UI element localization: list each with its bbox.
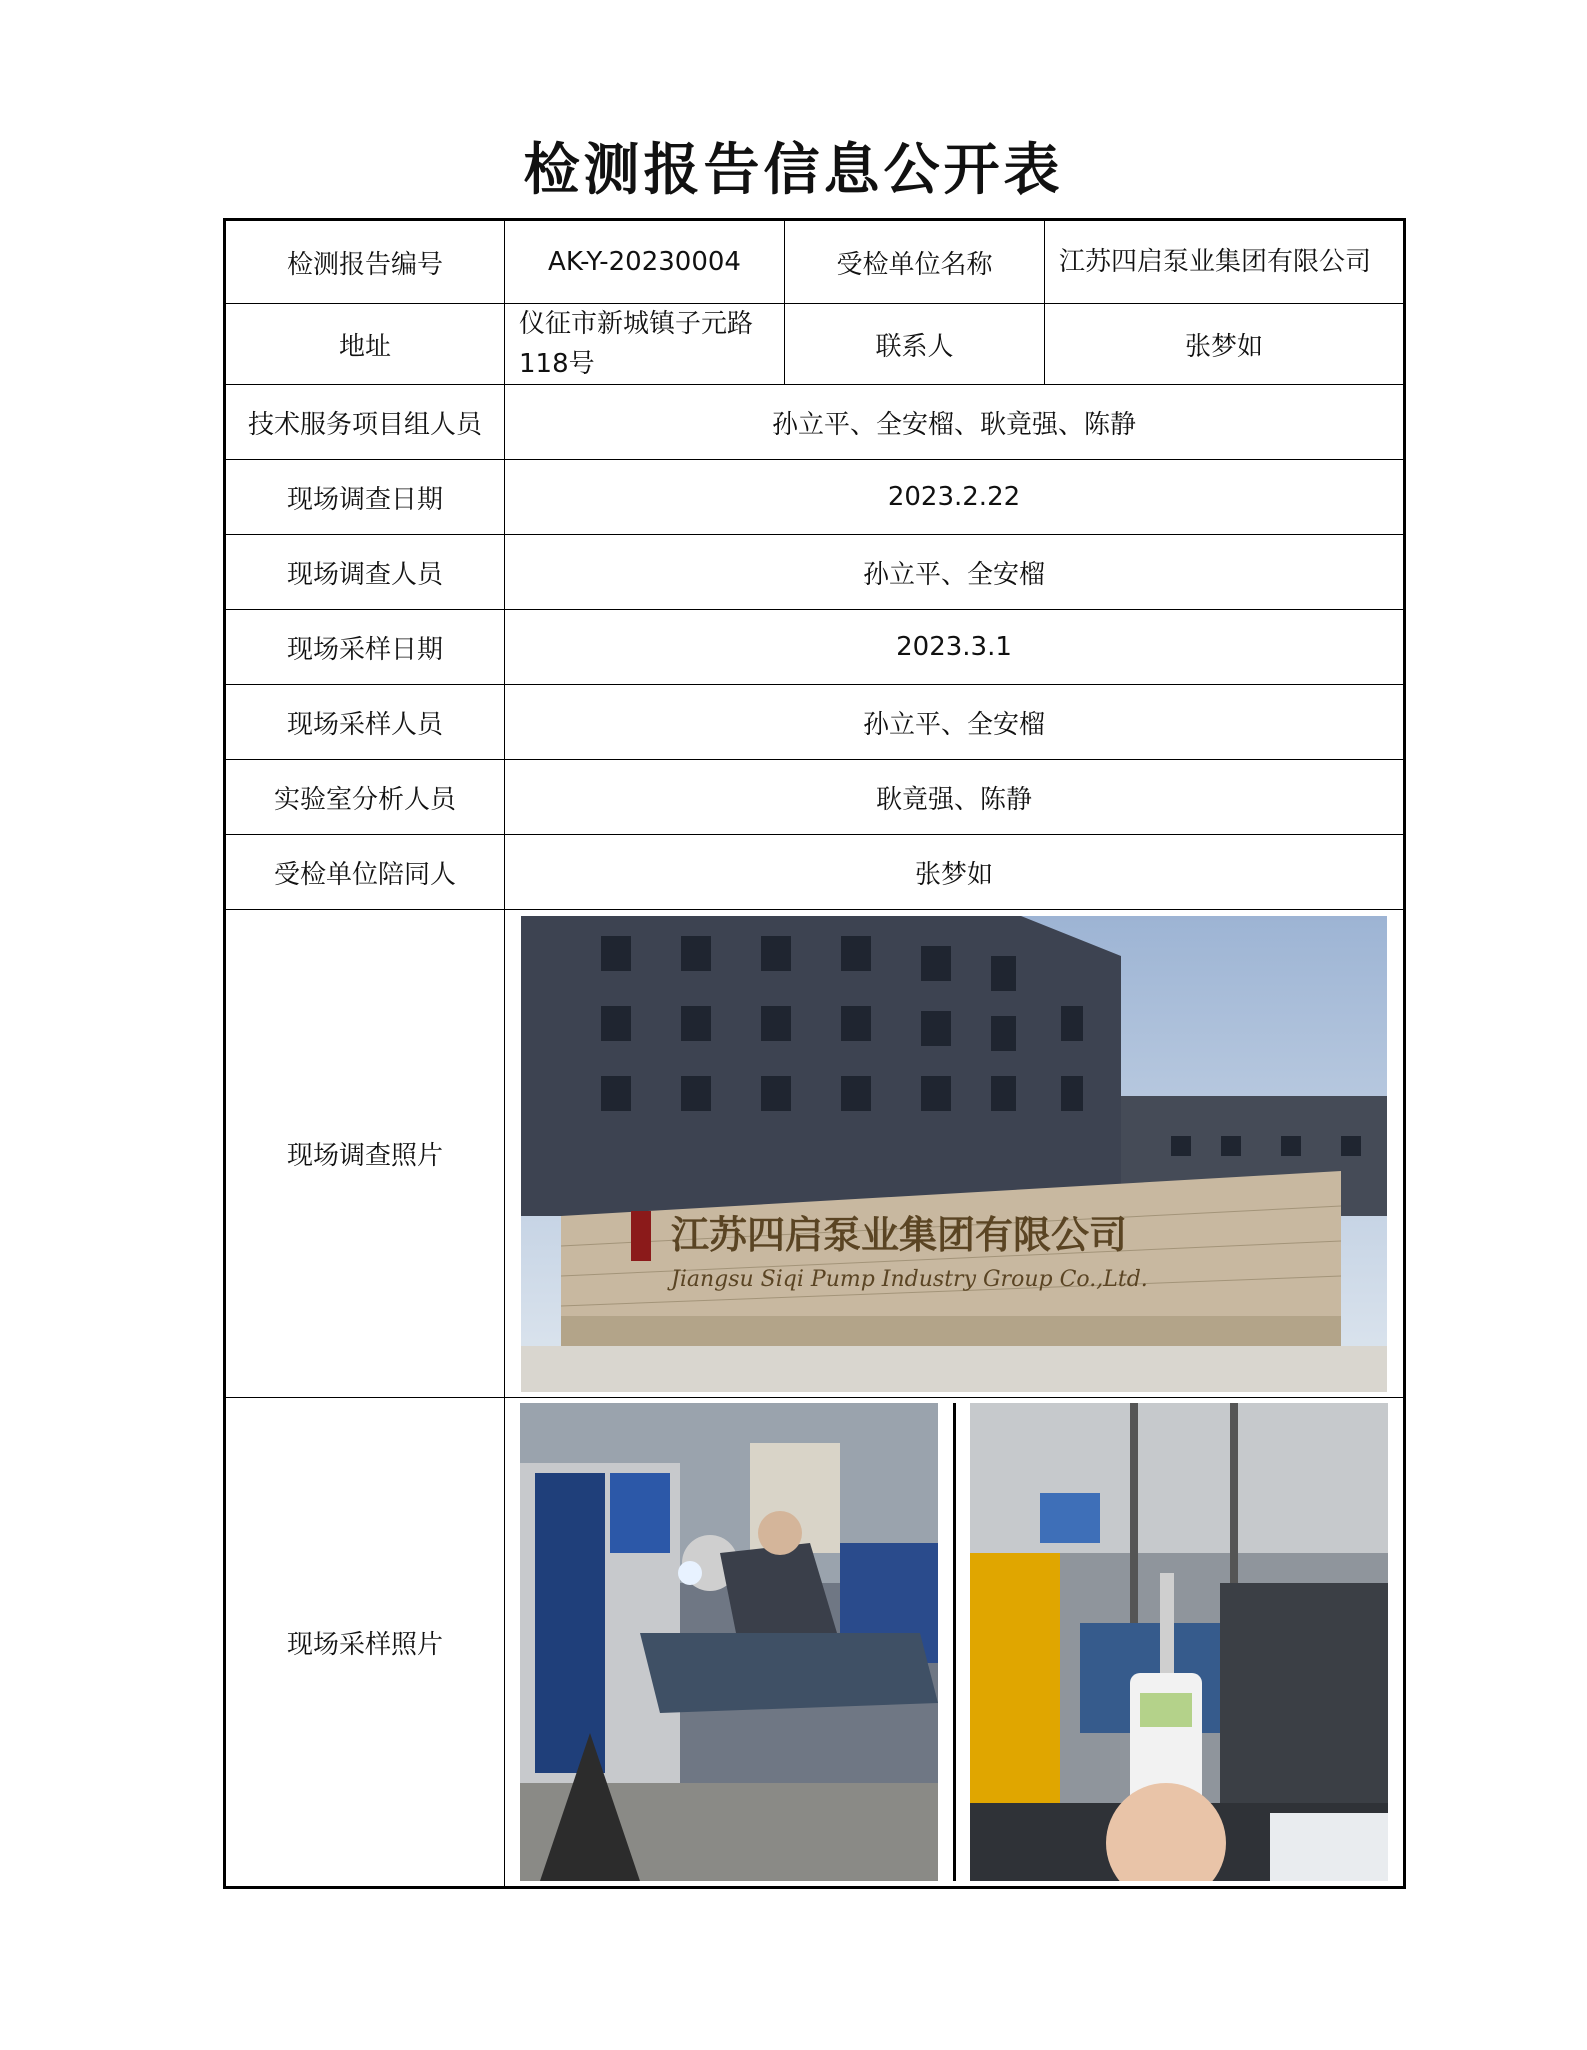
sampling-photo-meter <box>970 1403 1388 1881</box>
sampling-staff-label: 现场采样人员 <box>225 685 505 760</box>
row-team <box>225 385 1405 460</box>
row-address <box>225 304 1405 385</box>
contact-value: 张梦如 <box>1045 304 1405 385</box>
team-value: 孙立平、全安榴、耿竟强、陈静 <box>505 385 1405 460</box>
sampling-staff-value: 孙立平、全安榴 <box>505 685 1405 760</box>
row-sampling-photo <box>225 1398 1405 1888</box>
unit-name-value: 江苏四启泵业集团有限公司 <box>1045 220 1405 304</box>
page-title: 检测报告信息公开表 <box>523 137 1064 203</box>
unit-name-label: 受检单位名称 <box>785 220 1045 304</box>
team-label: 技术服务项目组人员 <box>225 385 505 460</box>
row-survey-staff <box>225 535 1405 610</box>
row-survey-photo <box>225 910 1405 1398</box>
sign-text-cn: 江苏四启泵业集团有限公司 <box>671 1211 1128 1257</box>
lab-staff-label: 实验室分析人员 <box>225 760 505 835</box>
survey-staff-label: 现场调查人员 <box>225 535 505 610</box>
sampling-photo-label: 现场采样照片 <box>225 1398 505 1888</box>
row-lab-staff <box>225 760 1405 835</box>
address-label: 地址 <box>225 304 505 385</box>
sampling-photo-left-wrap <box>505 1403 953 1881</box>
sampling-date-value: 2023.3.1 <box>505 610 1405 685</box>
survey-date-label: 现场调查日期 <box>225 460 505 535</box>
row-report-no <box>225 220 1405 304</box>
row-sampling-date <box>225 610 1405 685</box>
survey-date-value: 2023.2.22 <box>505 460 1405 535</box>
survey-photo-cell <box>505 910 1405 1398</box>
report-no-value: AK-Y-20230004 <box>505 220 785 304</box>
report-table <box>223 218 1406 1889</box>
sampling-date-label: 现场采样日期 <box>225 610 505 685</box>
contact-label: 联系人 <box>785 304 1045 385</box>
sign-text-en: Jiangsu Siqi Pump Industry Group Co.,Ltd. <box>671 1266 1148 1292</box>
survey-photo <box>521 916 1387 1392</box>
survey-staff-value: 孙立平、全安榴 <box>505 535 1405 610</box>
row-sampling-staff <box>225 685 1405 760</box>
report-no-label: 检测报告编号 <box>225 220 505 304</box>
row-escort <box>225 835 1405 910</box>
address-value: 仪征市新城镇子元路118号 <box>505 304 785 385</box>
sampling-photo-cell <box>505 1398 1405 1888</box>
sampling-photo-right-wrap <box>953 1403 1404 1881</box>
escort-value: 张梦如 <box>505 835 1405 910</box>
escort-label: 受检单位陪同人 <box>225 835 505 910</box>
lab-staff-value: 耿竟强、陈静 <box>505 760 1405 835</box>
sampling-photo-welding <box>520 1403 938 1881</box>
row-survey-date <box>225 460 1405 535</box>
survey-photo-label: 现场调查照片 <box>225 910 505 1398</box>
